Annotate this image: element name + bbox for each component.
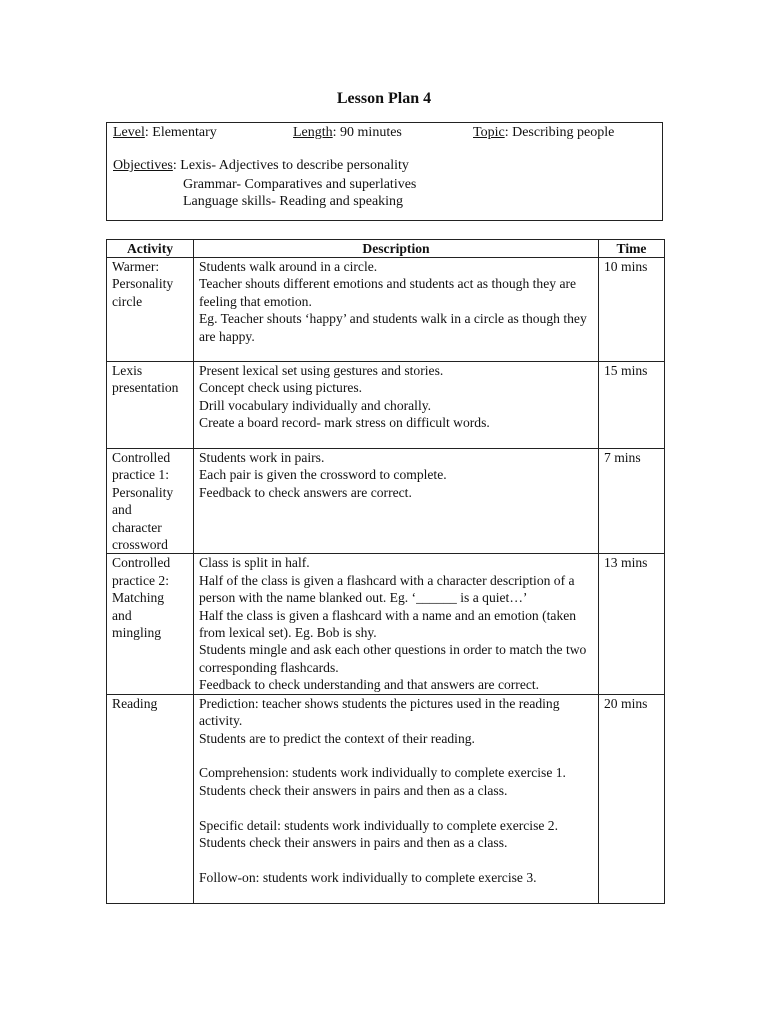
activity-text: Controlled (112, 450, 171, 465)
description-text: Students mingle and ask each other questions in order to match the two corresponding flashcards. (199, 642, 587, 675)
description-cell (194, 362, 599, 449)
description-text: Feedback to check answers are correct. (199, 484, 412, 500)
activity-text: Personality (112, 484, 174, 500)
activity-text: practice 2: (112, 572, 169, 588)
description-text: Prediction: teacher shows students the pictures used in the reading activity. (199, 695, 560, 729)
description-text: Specific detail: students work individually to complete exercise 2. (199, 817, 559, 833)
description-text: Teacher shouts different emotions and students act as though they are feeling that emotion. (199, 276, 577, 309)
description-text: Students check their answers in pairs and then as a class. (199, 782, 508, 798)
activity-text: character (112, 519, 162, 535)
description-text: Concept check using pictures. (199, 380, 363, 396)
topic-label: Topic (473, 125, 505, 140)
topic-field (473, 125, 614, 141)
objective-item: : Lexis- Adjectives to describe personality (172, 158, 409, 173)
activity-text: presentation (112, 380, 179, 396)
description-text: Feedback to check understanding and that answers are correct. (199, 677, 540, 693)
description-text: Students walk around in a circle. (199, 259, 378, 274)
table-row (107, 258, 665, 362)
objective-item: Grammar- Comparatives and superlatives (183, 177, 417, 192)
activity-text: mingling (112, 625, 162, 641)
description-text: Class is split in half. (199, 555, 310, 571)
activity-text: Controlled (112, 555, 171, 571)
description-text: Create a board record- mark stress on difficult words. (199, 415, 490, 431)
objective-item: Language skills- Reading and speaking (183, 194, 404, 209)
description-cell (194, 554, 599, 694)
blank-line (199, 851, 594, 868)
activity-text: Warmer: (112, 259, 160, 274)
activity-cell (107, 694, 194, 903)
description-text: Each pair is given the crossword to complete. (199, 467, 447, 483)
table-row (107, 554, 665, 694)
activity-text: Lexis (112, 363, 143, 378)
time-cell: 13 mins (599, 554, 665, 694)
activity-cell (107, 449, 194, 554)
description-text: Students check their answers in pairs and then as a class. (199, 834, 508, 850)
length-field (293, 125, 402, 141)
description-text: Students work in pairs. (199, 450, 325, 465)
length-value: : 90 minutes (332, 125, 402, 140)
description-text: Present lexical set using gestures and stories. (199, 363, 444, 378)
description-text: Half the class is given a flashcard with a name and an emotion (taken from lexical set). Eg. Bob is shy. (199, 607, 577, 641)
activity-header: Activity (107, 240, 194, 258)
time-cell: 15 mins (599, 362, 665, 449)
description-text: Students are to predict the context of their reading. (199, 730, 475, 746)
time-header: Time (599, 240, 665, 258)
lesson-info-box (106, 122, 663, 221)
level-label: Level (113, 125, 145, 140)
description-text: Half of the class is given a flashcard with a character description of a person with the name blanked out. Eg. ‘______ is a quiet…’ (199, 572, 575, 606)
table-row (107, 449, 665, 554)
activity-text: Reading (112, 695, 158, 711)
table-header-row (107, 240, 665, 258)
level-field (113, 125, 217, 141)
activity-text: circle (112, 293, 143, 309)
description-text: Comprehension: students work individually to complete exercise 1. (199, 765, 566, 781)
activity-text: practice 1: (112, 467, 169, 483)
activity-cell (107, 362, 194, 449)
objectives-label: Objectives (113, 158, 173, 173)
description-text: Eg. Teacher shouts ‘happy’ and students walk in a circle as though they are happy. (199, 311, 587, 344)
topic-value: : Describing people (504, 125, 615, 140)
activity-text: Personality (112, 276, 174, 292)
time-cell: 10 mins (599, 258, 665, 362)
activity-text: and (112, 502, 132, 518)
blank-line (199, 747, 594, 764)
time-cell: 20 mins (599, 694, 665, 903)
table-row (107, 362, 665, 449)
activity-cell (107, 554, 194, 694)
time-cell: 7 mins (599, 449, 665, 554)
description-cell (194, 449, 599, 554)
description-cell (194, 694, 599, 903)
activity-text: and (112, 607, 132, 623)
activity-text: Matching (112, 590, 165, 606)
description-cell (194, 258, 599, 362)
level-value: : Elementary (144, 125, 217, 140)
lesson-plan-table (106, 239, 665, 904)
activity-text: crossword (112, 537, 168, 553)
blank-line (199, 799, 594, 816)
page-title: Lesson Plan 4 (336, 90, 432, 107)
table-row (107, 694, 665, 903)
objectives-line-1 (113, 158, 409, 174)
description-header: Description (194, 240, 599, 258)
description-text: Drill vocabulary individually and chorally. (199, 397, 432, 413)
description-text: Follow-on: students work individually to complete exercise 3. (199, 869, 537, 885)
activity-cell (107, 258, 194, 362)
length-label: Length (293, 125, 333, 140)
